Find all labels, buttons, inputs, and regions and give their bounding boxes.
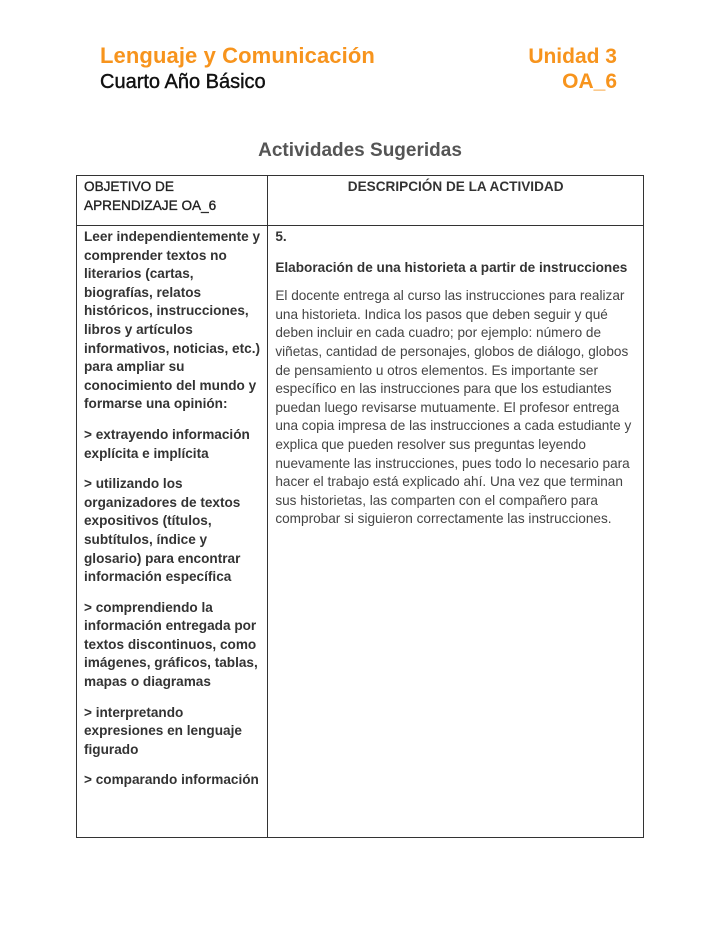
- description-column-header: DESCRIPCIÓN DE LA ACTIVIDAD: [268, 176, 644, 226]
- objective-cell: [77, 226, 268, 838]
- grade-label: Cuarto Año Básico: [100, 71, 266, 93]
- activity-body: El docente entrega al curso las instrucciones para realizar una historieta. Indica los pasos que deben seguir y qué deben incluir en cada cuadro; por ejemplo: número de viñetas, cantidad de personajes, globos de diálogo, globos de pensamiento u otros elementos. Es importante ser específico en las instrucciones para que los estudiantes puedan luego revisarse mutuamente. El profesor entrega una copia impresa de las instrucciones a cada estudiante y explica que pueden resolver sus preguntas leyendo nuevamente las instrucciones, pues todo lo necesario para hacer el trabajo está explicado ahí. Una vez que terminan sus historietas, las comparten con el compañero para comprobar si siguieron correctamente las instrucciones.: [275, 288, 632, 527]
- table-row: [77, 226, 644, 838]
- objective-item: Leer independientemente y comprender textos no literarios (cartas, biografías, relatos históricos, instrucciones, libros y artículos informativos, noticias, etc.) para ampliar su conocimiento del mundo y formarse una opinión:: [84, 229, 261, 412]
- section-title: Actividades Sugeridas: [258, 140, 462, 161]
- objective-code: OA_6: [562, 70, 617, 93]
- subject-title: Lenguaje y Comunicación: [100, 43, 375, 68]
- header-row-bottom: [100, 70, 620, 94]
- objective-column-header: OBJETIVO DE APRENDIZAJE OA_6: [77, 176, 268, 226]
- table-header-row: [77, 176, 644, 226]
- activity-title: Elaboración de una historieta a partir de instrucciones: [275, 259, 628, 275]
- activity-number: 5.: [275, 229, 287, 244]
- objective-item: > extrayendo información explícita e implícita: [84, 426, 250, 461]
- objective-item: > utilizando los organizadores de textos expositivos (títulos, subtítulos, índice y glosario) para encontrar información específica: [84, 476, 241, 585]
- unit-label: Unidad 3: [528, 45, 617, 68]
- activities-table: [76, 175, 644, 838]
- page-header: [100, 43, 620, 94]
- objective-item: > comprendiendo la información entregada por textos discontinuos, como imágenes, gráficos, tablas, mapas o diagramas: [84, 599, 258, 690]
- objective-item: > comparando información: [84, 772, 259, 788]
- description-cell: [268, 226, 644, 838]
- objective-item: > interpretando expresiones en lenguaje figurado: [84, 704, 242, 757]
- header-row-top: [100, 43, 620, 70]
